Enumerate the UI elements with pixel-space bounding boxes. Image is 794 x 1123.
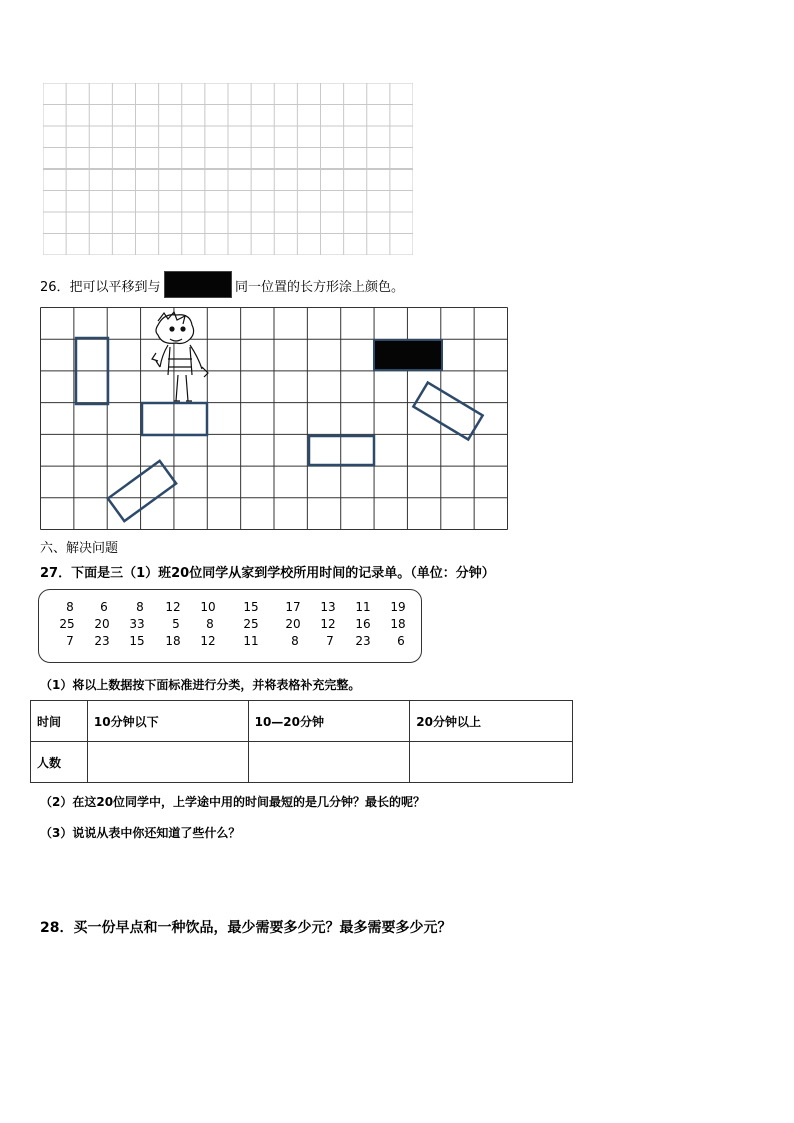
data-value: 8 (136, 600, 144, 614)
data-value: 6 (100, 600, 108, 614)
table-header-cell: 10—20分钟 (248, 701, 410, 742)
table-header-cell: 20分钟以上 (410, 701, 573, 742)
data-record-box (38, 589, 422, 663)
data-value: 10 (200, 600, 216, 614)
data-value: 12 (165, 600, 181, 614)
question-27-sub1: （1）将以上数据按下面标准进行分类，并将表格补充完整。 (40, 678, 361, 692)
data-value: 8 (66, 600, 74, 614)
boy-figure (152, 312, 208, 401)
question-28: 28．买一份早点和一种饮品，最少需要多少元？最多需要多少元？ (40, 920, 452, 936)
data-value: 15 (243, 600, 259, 614)
data-value: 7 (326, 634, 334, 648)
data-value: 33 (129, 617, 145, 631)
data-value: 8 (291, 634, 299, 648)
data-value: 12 (320, 617, 336, 631)
data-value: 11 (355, 600, 371, 614)
section-title: 六、解决问题 (40, 541, 119, 556)
rectangle-horizontal-1 (142, 403, 207, 435)
data-value: 6 (397, 634, 405, 648)
question-27-title: 27．下面是三（1）班20位同学从家到学校所用时间的记录单。（单位：分钟） (40, 566, 495, 581)
data-row (39, 617, 421, 634)
data-value: 20 (94, 617, 110, 631)
question-26 (40, 276, 161, 295)
data-value: 15 (129, 634, 145, 648)
data-value: 20 (285, 617, 301, 631)
data-row (39, 634, 421, 651)
question-text-before: 把可以平移到与 (69, 280, 161, 295)
answer-cell[interactable] (410, 742, 573, 783)
answer-cell[interactable] (248, 742, 410, 783)
question-26-text-after: 同一位置的长方形涂上颜色。 (235, 280, 405, 295)
reference-rectangle (164, 271, 232, 298)
rectangle-tilted-left (108, 461, 176, 521)
data-value: 17 (285, 600, 301, 614)
data-value: 11 (243, 634, 259, 648)
question-number: 26． (40, 280, 70, 295)
table-header-cell: 时间 (31, 701, 88, 742)
question-27-sub3: （3）说说从表中你还知道了些什么？ (40, 826, 241, 840)
practice-grid (43, 83, 413, 255)
table-row-label: 人数 (31, 742, 88, 783)
data-value: 18 (165, 634, 181, 648)
data-value: 25 (59, 617, 75, 631)
target-rectangle (374, 340, 442, 370)
data-value: 7 (66, 634, 74, 648)
data-row (39, 600, 421, 617)
data-value: 5 (172, 617, 180, 631)
data-value: 8 (206, 617, 214, 631)
data-value: 25 (243, 617, 259, 631)
answer-cell[interactable] (87, 742, 248, 783)
table-row (31, 742, 573, 783)
data-value: 23 (355, 634, 371, 648)
table-header-row (31, 701, 573, 742)
rectangle-tilted-right (413, 383, 482, 440)
data-value: 13 (320, 600, 336, 614)
translation-grid (40, 307, 508, 530)
classification-table (30, 700, 573, 783)
data-value: 19 (390, 600, 406, 614)
question-27-sub2: （2）在这20位同学中，上学途中用的时间最短的是几分钟？最长的呢？ (40, 795, 426, 809)
data-value: 16 (355, 617, 371, 631)
data-value: 23 (94, 634, 110, 648)
table-header-cell: 10分钟以下 (87, 701, 248, 742)
rectangle-horizontal-2 (309, 436, 374, 465)
data-value: 12 (200, 634, 216, 648)
data-value: 18 (390, 617, 406, 631)
